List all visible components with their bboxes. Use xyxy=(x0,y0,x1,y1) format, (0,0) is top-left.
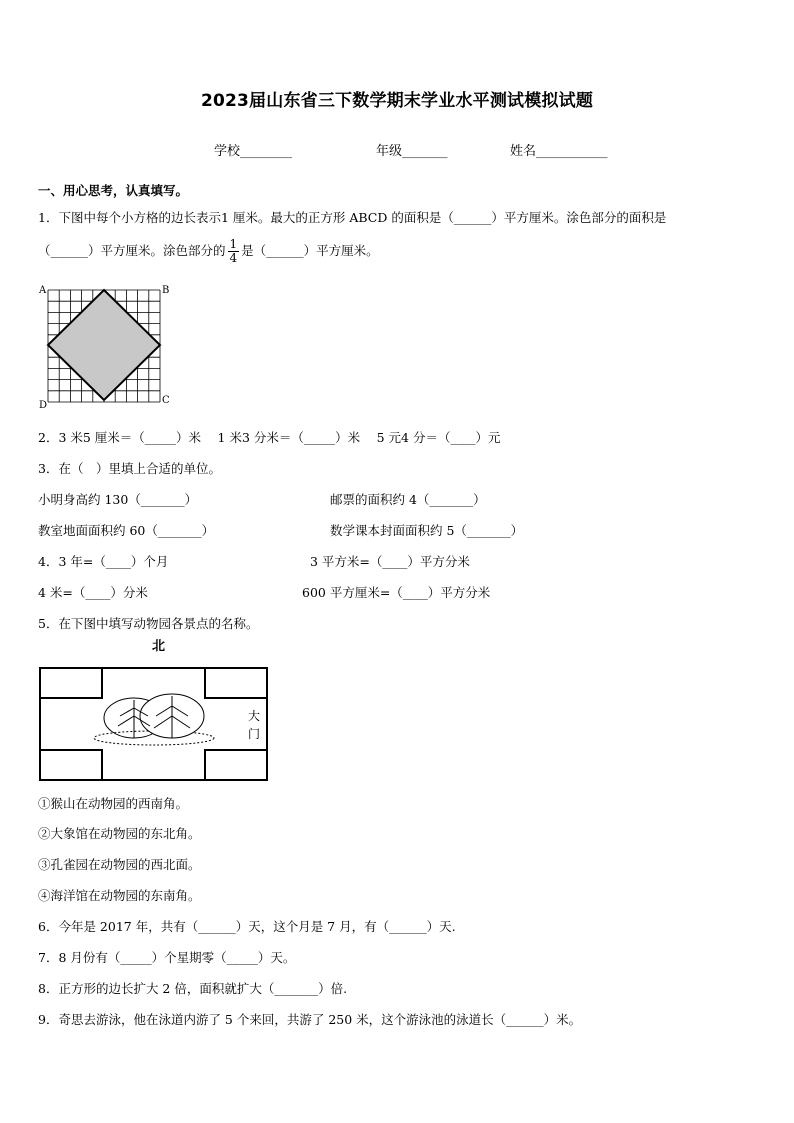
gate-label-1: 大 xyxy=(248,709,261,723)
gate-label-2: 门 xyxy=(248,727,261,741)
question-3-stem: 3．在（ ）里填上合适的单位。 xyxy=(38,461,221,476)
question-8: 8．正方形的边长扩大 2 倍，面积就扩大（_______）倍. xyxy=(38,981,348,996)
zoo-map xyxy=(36,634,272,784)
question-1-text-b: 是（______）平方厘米。 xyxy=(241,243,379,258)
question-5-stem: 5．在下图中填写动物园各景点的名称。 xyxy=(38,616,259,631)
question-7: 7．8 月份有（_____）个星期零（_____）天。 xyxy=(38,950,296,965)
question-3-c: 教室地面面积约 60（_______） xyxy=(38,523,215,538)
question-1-line-2 xyxy=(38,238,379,265)
question-5-item-4: ④海洋馆在动物园的东南角。 xyxy=(38,888,201,903)
shaded-diamond xyxy=(48,290,160,400)
name-field: 姓名___________ xyxy=(510,144,608,159)
label-d: D xyxy=(39,400,48,411)
label-b: B xyxy=(162,285,170,296)
fraction-denominator: 4 xyxy=(229,251,238,265)
question-4-a: 4．3 年=（____）个月 xyxy=(38,554,169,569)
label-a: A xyxy=(39,285,47,296)
question-1-text-a: （______）平方厘米。涂色部分的 xyxy=(38,243,226,258)
northwest-area xyxy=(40,668,102,698)
question-3-a: 小明身高约 130（_______） xyxy=(38,492,198,507)
question-1-line-1: 1．下图中每个小方格的边长表示1 厘米。最大的正方形 ABCD 的面积是（______）平方厘米。涂色部分的面积是 xyxy=(38,210,667,225)
question-9: 9．奇思去游泳，他在泳道内游了 5 个来回，共游了 250 米，这个游泳池的泳道长（______）米。 xyxy=(38,1012,582,1027)
label-c: C xyxy=(162,395,170,406)
question-4-b: 3 平方米=（____）平方分米 xyxy=(310,554,470,569)
southeast-area xyxy=(205,750,267,780)
center-trees xyxy=(94,694,214,745)
school-field: 学校________ xyxy=(214,144,293,159)
question-6: 6．今年是 2017 年，共有（______）天，这个月是 7 月，有（______）天. xyxy=(38,919,456,934)
fraction-numerator: 1 xyxy=(229,237,238,251)
page-title: 2023届山东省三下数学期末学业水平测试模拟试题 xyxy=(200,91,594,111)
question-3-d: 数学课本封面面积约 5（_______） xyxy=(330,523,524,538)
question-4-d: 600 平方厘米=（____）平方分米 xyxy=(302,585,491,600)
question-4-c: 4 米=（____）分米 xyxy=(38,585,148,600)
southwest-area xyxy=(40,750,102,780)
question-3-b: 邮票的面积约 4（_______） xyxy=(330,492,486,507)
question-5-item-3: ③孔雀园在动物园的西北面。 xyxy=(38,857,201,872)
north-label: 北 xyxy=(152,639,166,654)
question-5-item-2: ②大象馆在动物园的东北角。 xyxy=(38,826,201,841)
question-5-item-1: ①猴山在动物园的西南角。 xyxy=(38,796,189,811)
section-heading: 一、用心思考，认真填写。 xyxy=(38,183,189,198)
northeast-area xyxy=(205,668,267,698)
fraction-one-quarter xyxy=(228,238,240,265)
grid-square-figure xyxy=(36,282,176,412)
question-2: 2．3 米5 厘米＝（_____）米 1 米3 分米＝（_____）米 5 元4 分＝（____）元 xyxy=(38,430,501,445)
grade-field: 年级_______ xyxy=(376,144,448,159)
